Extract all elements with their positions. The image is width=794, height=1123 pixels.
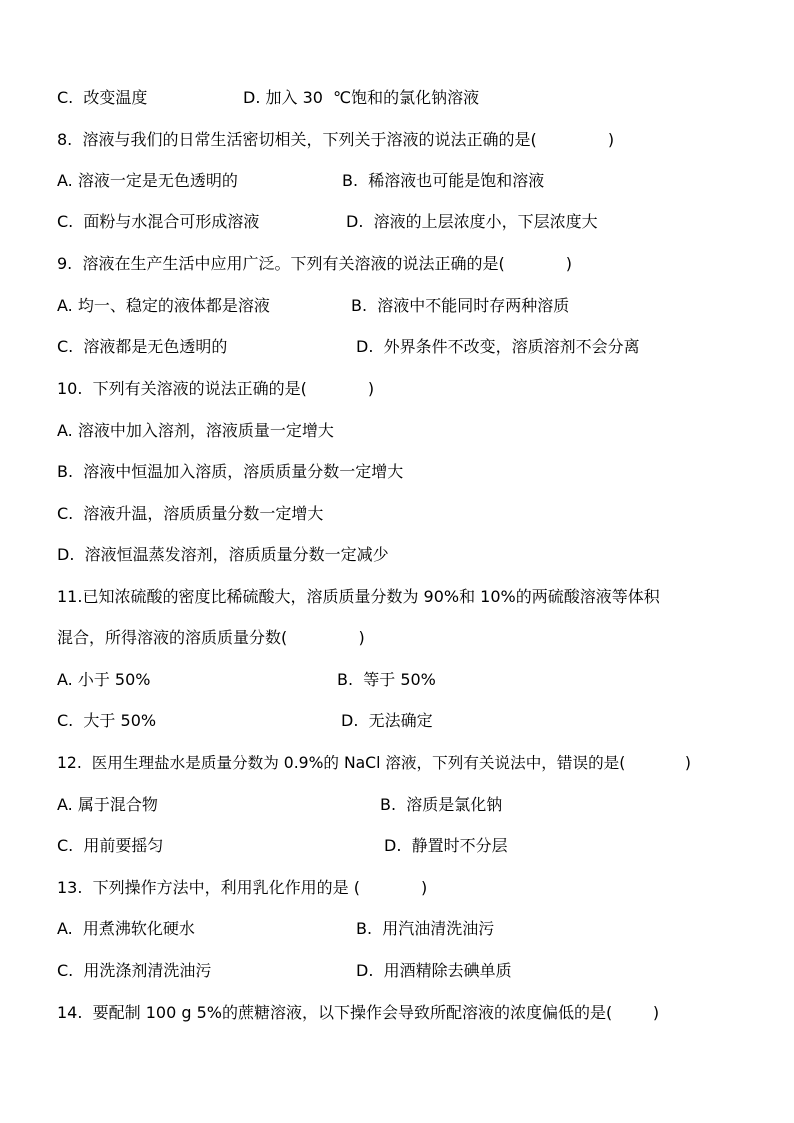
- q12-option-a: A. 属于混合物: [57, 795, 158, 814]
- q8-option-c: C. 面粉与水混合可形成溶液: [57, 212, 260, 231]
- q11-option-d: D. 无法确定: [341, 711, 433, 730]
- q9-stem: 9. 溶液在生产生活中应用广泛。下列有关溶液的说法正确的是( ): [57, 254, 572, 273]
- q9-option-d: D. 外界条件不改变，溶质溶剂不会分离: [356, 337, 640, 356]
- q12-option-d: D. 静置时不分层: [384, 836, 508, 855]
- q12-option-b: B. 溶质是氯化钠: [380, 795, 503, 814]
- q9-option-b: B. 溶液中不能同时存两种溶质: [351, 296, 570, 315]
- q11-option-b: B. 等于 50%: [337, 670, 436, 689]
- q8-option-b: B. 稀溶液也可能是饱和溶液: [342, 171, 545, 190]
- q12-stem: 12. 医用生理盐水是质量分数为 0.9%的 NaCl 溶液，下列有关说法中，错误的是( ): [57, 754, 691, 772]
- q7-option-c: C. 改变温度: [57, 88, 148, 107]
- q10-option-a: A. 溶液中加入溶剂，溶液质量一定增大: [57, 421, 334, 440]
- q10-option-d: D. 溶液恒温蒸发溶剂，溶质质量分数一定减少: [57, 545, 389, 564]
- q13-option-c: C. 用洗涤剂清洗油污: [57, 961, 212, 980]
- q12-option-c: C. 用前要摇匀: [57, 836, 164, 855]
- q9-option-a: A. 均一、稳定的液体都是溶液: [57, 296, 270, 315]
- q7-option-d: D. 加入 30 ℃饱和的氯化钠溶液: [243, 88, 480, 107]
- q10-option-c: C. 溶液升温，溶质质量分数一定增大: [57, 504, 324, 523]
- q13-option-b: B. 用汽油清洗油污: [356, 919, 495, 938]
- q8-option-d: D. 溶液的上层浓度小，下层浓度大: [346, 212, 598, 231]
- q9-option-c: C. 溶液都是无色透明的: [57, 337, 228, 356]
- q11-stem-line2: 混合，所得溶液的溶质质量分数( ): [57, 628, 365, 647]
- q13-option-a: A. 用煮沸软化硬水: [57, 919, 195, 938]
- q13-stem: 13. 下列操作方法中，利用乳化作用的是 ( ): [57, 878, 428, 897]
- q14-stem: 14. 要配制 100 g 5%的蔗糖溶液，以下操作会导致所配溶液的浓度偏低的是( ): [57, 1003, 660, 1022]
- q11-option-c: C. 大于 50%: [57, 711, 157, 730]
- q11-stem-line1: 11.已知浓硫酸的密度比稀硫酸大，溶质质量分数为 90%和 10%的两硫酸溶液等体积: [57, 587, 660, 606]
- q13-option-d: D. 用酒精除去碘单质: [356, 961, 512, 980]
- q8-stem: 8. 溶液与我们的日常生活密切相关，下列关于溶液的说法正确的是( ): [57, 130, 615, 149]
- q10-stem: 10. 下列有关溶液的说法正确的是( ): [57, 379, 375, 398]
- q11-option-a: A. 小于 50%: [57, 670, 151, 689]
- q8-option-a: A. 溶液一定是无色透明的: [57, 171, 238, 190]
- q10-option-b: B. 溶液中恒温加入溶质，溶质质量分数一定增大: [57, 462, 404, 481]
